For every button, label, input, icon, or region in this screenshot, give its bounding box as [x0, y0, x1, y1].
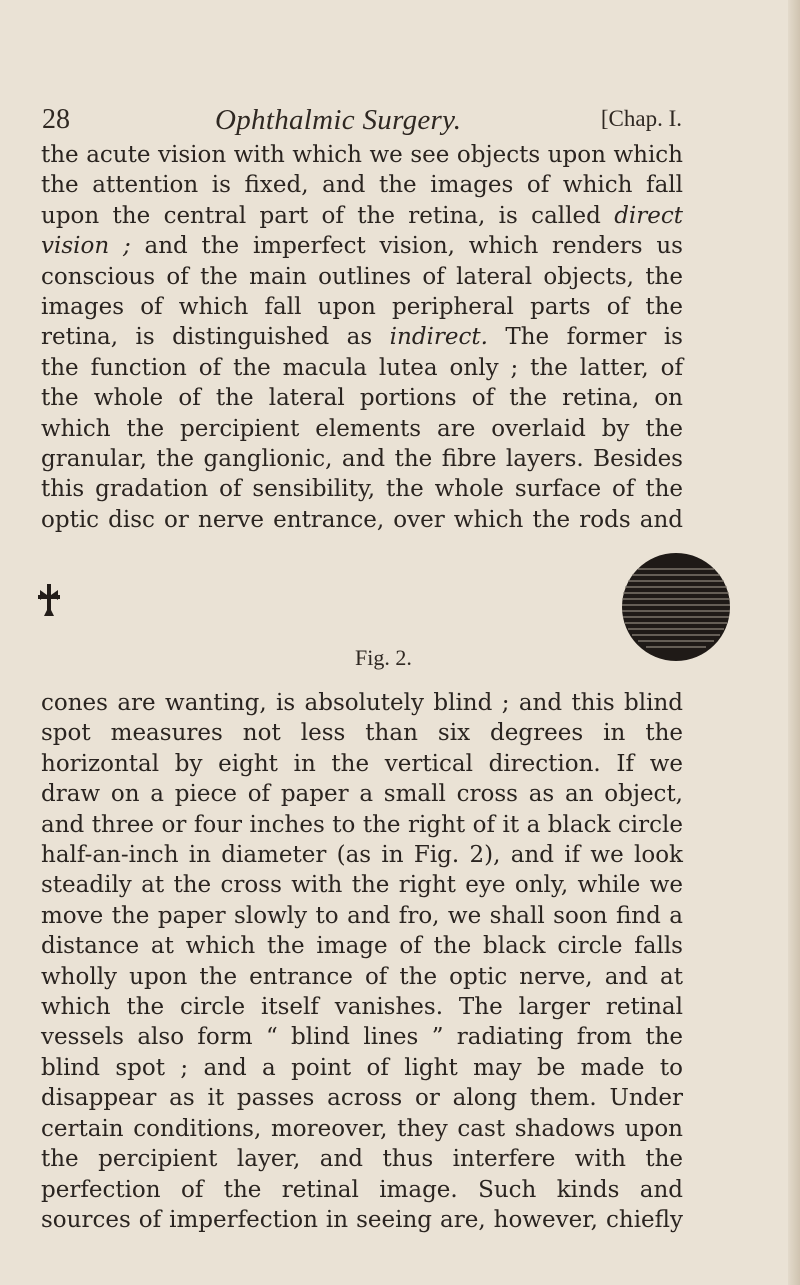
- italic-term: vision ;: [41, 233, 131, 260]
- paragraph-bottom: [41, 688, 683, 1235]
- italic-term: indirect.: [389, 324, 488, 351]
- text-line: wholly upon the entrance of the optic nerve, and at: [41, 963, 683, 990]
- text-line: images of which fall upon peripheral parts of the: [41, 294, 683, 321]
- page-header: [42, 104, 682, 144]
- text-line: [41, 322, 683, 352]
- text-run: The former is: [487, 324, 683, 351]
- text-line: conscious of the main outlines of lateral objects, the: [41, 263, 683, 290]
- text-line: sources of imperfection in seeing are, however, chiefly: [41, 1206, 683, 1233]
- running-title: Ophthalmic Surgery.: [215, 104, 462, 136]
- text-line: the function of the macula lutea only ; the latter, of: [41, 354, 683, 381]
- text-line: certain conditions, moreover, they cast shadows upon: [41, 1115, 683, 1142]
- text-line: disappear as it passes across or along them. Under: [41, 1085, 683, 1112]
- italic-term: direct: [614, 202, 683, 229]
- text-run: upon the central part of the retina, is called: [41, 202, 615, 229]
- text-line: blind spot ; and a point of light may be made to: [41, 1054, 683, 1081]
- text-line: the attention is fixed, and the images of which fall: [41, 172, 683, 199]
- text-line: the percipient layer, and thus interfere with the: [41, 1146, 683, 1173]
- text-line: granular, the ganglionic, and the fibre layers. Besides: [41, 446, 683, 473]
- text-run: and the imperfect vision, which renders us: [130, 233, 683, 260]
- text-line: perfection of the retinal image. Such kinds and: [41, 1176, 683, 1203]
- text-line: which the percipient elements are overlaid by the: [41, 415, 683, 442]
- text-line: [41, 231, 683, 261]
- figure-caption: Fig. 2.: [355, 645, 412, 670]
- paragraph-top: [41, 140, 683, 535]
- black-circle-icon: [620, 551, 732, 663]
- text-line: horizontal by eight in the vertical direction. If we: [41, 750, 683, 777]
- text-line: [41, 201, 683, 231]
- text-line: move the paper slowly to and fro, we shall soon find a: [41, 902, 683, 929]
- text-line: distance at which the image of the black circle falls: [41, 933, 683, 960]
- text-line: half-an-inch in diameter (as in Fig. 2), and if we look: [41, 842, 683, 869]
- text-line: the acute vision with which we see objects upon which: [41, 142, 683, 168]
- text-line: draw on a piece of paper a small cross as an object,: [41, 781, 683, 808]
- cross-icon: [36, 582, 62, 618]
- page-number: 28: [42, 104, 70, 135]
- text-run: retina, is distinguished as: [41, 324, 390, 351]
- chapter-marker: [Chap. I.: [600, 106, 682, 131]
- text-line: and three or four inches to the right of it a black circle: [41, 811, 683, 838]
- text-line: cones are wanting, is absolutely blind ; and this blind: [41, 690, 683, 716]
- text-line: the whole of the lateral portions of the retina, on: [41, 385, 683, 412]
- text-line: spot measures not less than six degrees in the: [41, 720, 683, 747]
- text-line: vessels also form “ blind lines ” radiating from the: [41, 1024, 683, 1051]
- text-line: steadily at the cross with the right eye only, while we: [41, 872, 683, 899]
- figure-2: [0, 548, 800, 678]
- text-line: optic disc or nerve entrance, over which the rods and: [41, 506, 683, 533]
- text-line: which the circle itself vanishes. The larger retinal: [41, 994, 683, 1021]
- text-line: this gradation of sensibility, the whole surface of the: [41, 476, 683, 503]
